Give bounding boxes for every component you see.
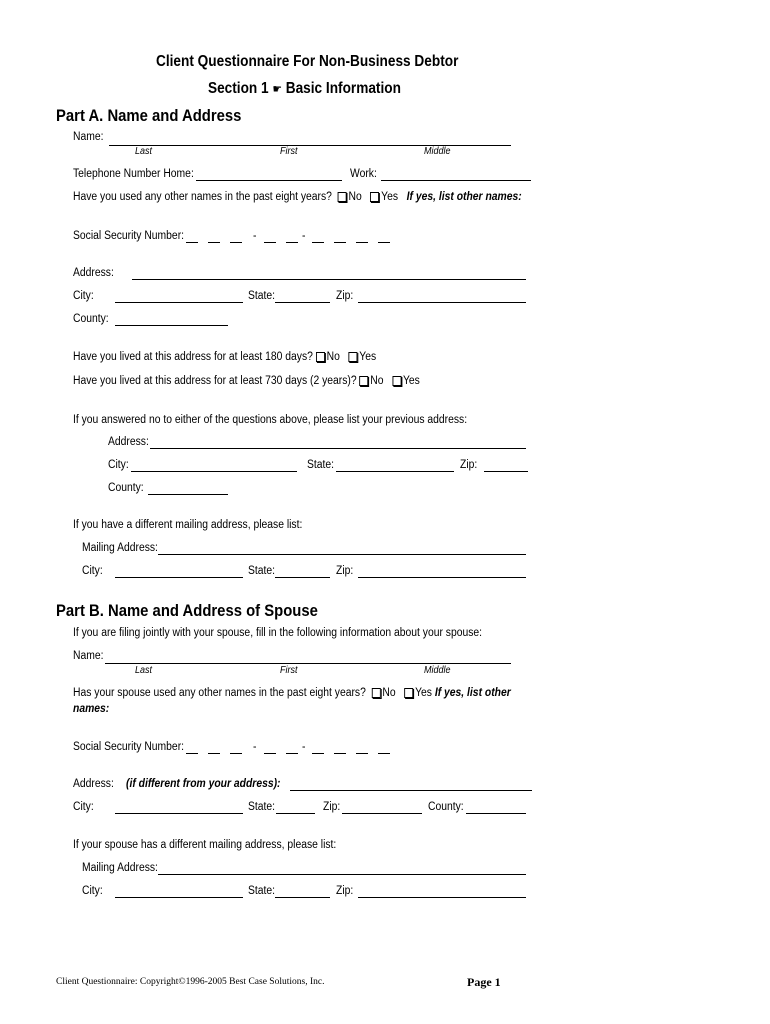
mailing-city-label: City: <box>82 565 103 577</box>
q730-yes-checkbox[interactable] <box>392 376 401 386</box>
mailing-note: If you have a different mailing address, please list: <box>73 519 303 531</box>
section-title <box>208 80 401 98</box>
spouse-address-field[interactable] <box>290 790 532 791</box>
state-field[interactable] <box>275 302 330 303</box>
footer-copyright: Client Questionnaire: Copyright©1996-2005 Best Case Solutions, Inc. <box>56 977 325 987</box>
q730-yes-label: Yes <box>402 375 420 387</box>
prev-county-label: County: <box>108 482 144 494</box>
spouse-no-checkbox[interactable] <box>372 688 381 698</box>
q180-no-checkbox[interactable] <box>316 352 325 362</box>
q730-row <box>73 375 420 387</box>
spouse-state-label: State: <box>248 801 276 813</box>
spouse-if-yes-note: If yes, list other <box>434 687 511 699</box>
q180-yes-label: Yes <box>359 351 377 363</box>
spouse-city-label: City: <box>73 801 94 813</box>
spouse-mailing-city-field[interactable] <box>115 897 243 898</box>
name-label: Name: <box>73 131 104 143</box>
q180-row <box>73 351 376 363</box>
spouse-mailing-state-field[interactable] <box>275 897 330 898</box>
zip-label: Zip: <box>336 290 354 302</box>
spouse-name-label: Name: <box>73 650 104 662</box>
spouse-yes-checkbox[interactable] <box>404 688 413 698</box>
prev-state-field[interactable] <box>336 471 454 472</box>
prev-address-field[interactable] <box>150 448 526 449</box>
mailing-zip-label: Zip: <box>336 565 354 577</box>
no-label: No <box>348 191 362 203</box>
hand-pointer-icon: ☛ <box>272 82 282 96</box>
state-label: State: <box>248 290 276 302</box>
name-middle-caption: Middle <box>424 146 451 157</box>
zip-field[interactable] <box>358 302 526 303</box>
prev-address-label: Address: <box>108 436 149 448</box>
part-b-intro: If you are filing jointly with your spouse, fill in the following information about your spouse: <box>73 627 483 639</box>
yes-label: Yes <box>381 191 399 203</box>
spouse-names-question <box>73 687 511 699</box>
part-b-heading: Part B. Name and Address of Spouse <box>56 602 318 620</box>
spouse-mailing-address-label: Mailing Address: <box>82 862 158 874</box>
name-last-caption: Last <box>135 146 153 157</box>
phone-work-label: Work: <box>350 168 377 180</box>
other-names-question <box>73 191 522 203</box>
name-first-caption: First <box>280 146 298 157</box>
spouse-zip-field[interactable] <box>342 813 422 814</box>
spouse-address-label: Address: <box>73 778 114 790</box>
prev-city-label: City: <box>108 459 129 471</box>
other-names-text: Have you used any other names in the past eight years? <box>73 191 332 203</box>
spouse-mailing-city-label: City: <box>82 885 103 897</box>
section-name: Basic Information <box>285 80 401 97</box>
phone-work-field[interactable] <box>381 180 531 181</box>
mailing-zip-field[interactable] <box>358 577 526 578</box>
spouse-yes-label: Yes <box>415 687 432 699</box>
prev-county-field[interactable] <box>148 494 228 495</box>
spouse-address-diff-note: (if different from your address): <box>126 778 281 790</box>
form-title: Client Questionnaire For Non-Business Debtor <box>156 53 459 70</box>
county-label: County: <box>73 313 109 325</box>
ssn-label: Social Security Number: <box>73 230 185 242</box>
spouse-city-field[interactable] <box>115 813 243 814</box>
q180-text: Have you lived at this address for at least 180 days? <box>73 351 313 363</box>
spouse-mailing-address-field[interactable] <box>158 874 526 875</box>
phone-home-label: Telephone Number Home: <box>73 168 194 180</box>
q180-no-label: No <box>326 351 340 363</box>
q730-no-checkbox[interactable] <box>360 376 369 386</box>
q180-yes-checkbox[interactable] <box>348 352 357 362</box>
spouse-mailing-zip-label: Zip: <box>336 885 354 897</box>
spouse-no-label: No <box>382 687 396 699</box>
no-checkbox[interactable] <box>338 192 347 202</box>
section-prefix: Section 1 <box>208 80 269 97</box>
spouse-zip-label: Zip: <box>323 801 341 813</box>
spouse-if-yes-note-cont: names: <box>73 703 110 715</box>
mailing-address-field[interactable] <box>158 554 526 555</box>
phone-home-field[interactable] <box>196 180 342 181</box>
spouse-mailing-zip-field[interactable] <box>358 897 526 898</box>
prev-city-field[interactable] <box>131 471 297 472</box>
spouse-county-field[interactable] <box>466 813 526 814</box>
q730-no-label: No <box>370 375 384 387</box>
spouse-last-caption: Last <box>135 665 153 676</box>
city-label: City: <box>73 290 94 302</box>
mailing-address-label: Mailing Address: <box>82 542 158 554</box>
name-field[interactable] <box>109 145 511 146</box>
prev-zip-field[interactable] <box>484 471 528 472</box>
part-a-heading: Part A. Name and Address <box>56 107 242 125</box>
yes-checkbox[interactable] <box>370 192 379 202</box>
spouse-middle-caption: Middle <box>424 665 451 676</box>
spouse-state-field[interactable] <box>276 813 315 814</box>
city-field[interactable] <box>115 302 243 303</box>
prev-zip-label: Zip: <box>460 459 478 471</box>
county-field[interactable] <box>115 325 228 326</box>
spouse-ssn-label: Social Security Number: <box>73 741 185 753</box>
spouse-name-field[interactable] <box>105 663 511 664</box>
spouse-mailing-note: If your spouse has a different mailing address, please list: <box>73 839 337 851</box>
if-yes-note: If yes, list other names: <box>406 191 522 203</box>
q730-text: Have you lived at this address for at least 730 days (2 years)? <box>73 375 357 387</box>
spouse-names-text: Has your spouse used any other names in the past eight years? <box>73 687 366 699</box>
address-label: Address: <box>73 267 114 279</box>
spouse-county-label: County: <box>428 801 464 813</box>
spouse-mailing-state-label: State: <box>248 885 276 897</box>
prev-address-note: If you answered no to either of the questions above, please list your previous address: <box>73 414 468 426</box>
page-number: Page 1 <box>467 975 501 989</box>
address-field[interactable] <box>132 279 526 280</box>
spouse-first-caption: First <box>280 665 298 676</box>
prev-state-label: State: <box>307 459 335 471</box>
mailing-city-field[interactable] <box>115 577 243 578</box>
mailing-state-label: State: <box>248 565 276 577</box>
mailing-state-field[interactable] <box>275 577 330 578</box>
